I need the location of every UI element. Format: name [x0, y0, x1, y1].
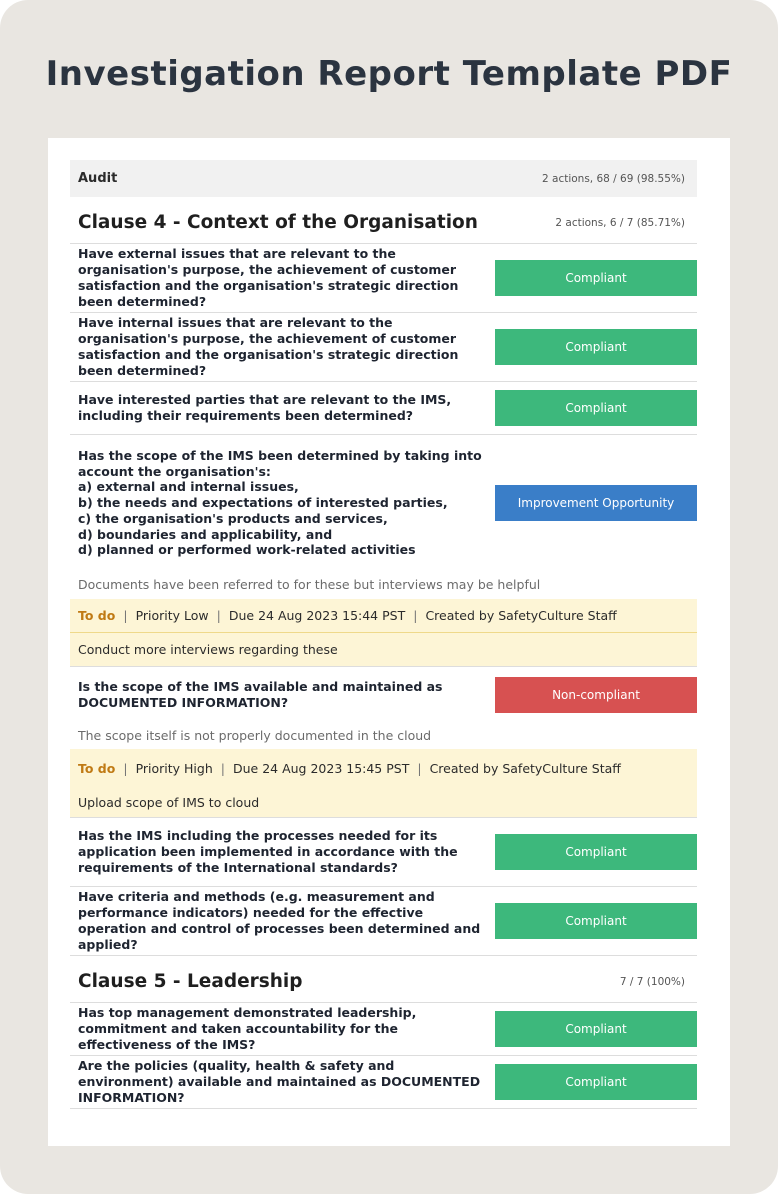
response-badge: Improvement Opportunity [495, 485, 697, 521]
response-badge: Compliant [495, 390, 697, 426]
section-score: 7 / 7 (100%) [619, 976, 685, 988]
section-header-clause4 [70, 197, 697, 244]
question-note: The scope itself is not properly documented in the cloud [78, 728, 432, 743]
question-line: a) external and internal issues, [78, 479, 299, 495]
question-text: Have criteria and methods (e.g. measurement and performance indicators) needed for the effective operation and control of processes been determined and applied? [78, 889, 481, 952]
page-title: Investigation Report Template PDF [45, 54, 733, 94]
question-note: Documents have been referred to for these but interviews may be helpful [78, 577, 541, 592]
question-line: account the organisation's: [78, 463, 271, 479]
response-badge: Compliant [495, 329, 697, 365]
action-due: Due 24 Aug 2023 15:45 PST [232, 760, 410, 776]
question-text: Have external issues that are relevant to the organisation's purpose, the achievement of customer satisfaction and the organisation's strategic direction been determined? [78, 246, 459, 309]
question-line: c) the organisation's products and services, [78, 510, 388, 526]
action-priority: Priority Low [135, 608, 209, 623]
response-badge: Compliant [495, 260, 697, 296]
question-line: b) the needs and expectations of interested parties, [78, 495, 448, 511]
question-row [70, 667, 697, 723]
response-badge: Compliant [495, 903, 697, 939]
action-meta: To do | Priority Low | Due 24 Aug 2023 15:44 PST | Created by SafetyCulture Staff [70, 599, 697, 633]
action-status: To do [78, 760, 116, 776]
section-title: Clause 5 - Leadership [78, 971, 303, 992]
question-line: Has the scope of the IMS been determined by taking into [78, 447, 482, 463]
question-row [70, 382, 697, 435]
section-title: Clause 4 - Context of the Organisation [78, 212, 478, 233]
question-row [70, 818, 697, 887]
action-meta: To do | Priority High | Due 24 Aug 2023 15:45 PST | Created by SafetyCulture Staff [70, 749, 697, 787]
question-row [70, 1056, 697, 1109]
question-row [70, 887, 697, 956]
question-row [70, 1003, 697, 1056]
question-line: d) planned or performed work-related activities [78, 542, 416, 558]
action-due: Due 24 Aug 2023 15:44 PST [228, 608, 406, 623]
question-text: Is the scope of the IMS available and maintained as DOCUMENTED INFORMATION? [78, 679, 443, 710]
audit-score: 2 actions, 68 / 69 (98.55%) [542, 172, 685, 185]
section-score: 2 actions, 6 / 7 (85.71%) [555, 217, 685, 229]
audit-label: Audit [78, 171, 118, 186]
action-priority: Priority High [135, 760, 213, 776]
response-badge: Compliant [495, 834, 697, 870]
question-text: Have interested parties that are relevant to the IMS, including their requirements been determined? [78, 392, 452, 423]
question-text: Have internal issues that are relevant to the organisation's purpose, the achievement of customer satisfaction and the organisation's strategic direction been determined? [78, 315, 459, 378]
action-created-by: Created by SafetyCulture Staff [429, 760, 621, 776]
report-sheet [48, 138, 730, 1146]
audit-header [70, 160, 697, 197]
question-row [70, 244, 697, 313]
response-badge: Non-compliant [495, 677, 697, 713]
action-task: Conduct more interviews regarding these [70, 633, 697, 667]
action-created-by: Created by SafetyCulture Staff [425, 608, 617, 623]
question-text: Are the policies (quality, health & safety and environment) available and maintained as DOCUMENTED INFORMATION? [78, 1058, 481, 1105]
response-badge: Compliant [495, 1011, 697, 1047]
action-task: Upload scope of IMS to cloud [70, 787, 697, 818]
question-text: Has the IMS including the processes needed for its application been implemented in accordance with the requirements of the International standards? [78, 828, 458, 875]
section-header-clause5 [70, 956, 697, 1003]
question-line: d) boundaries and applicability, and [78, 526, 333, 542]
response-badge: Compliant [495, 1064, 697, 1100]
report-content [70, 160, 697, 1109]
question-text [78, 448, 490, 559]
question-row [70, 313, 697, 382]
question-text: Has top management demonstrated leadership, commitment and taken accountability for the effectiveness of the IMS? [78, 1005, 417, 1052]
question-row [70, 435, 697, 571]
action-status: To do [78, 608, 116, 623]
